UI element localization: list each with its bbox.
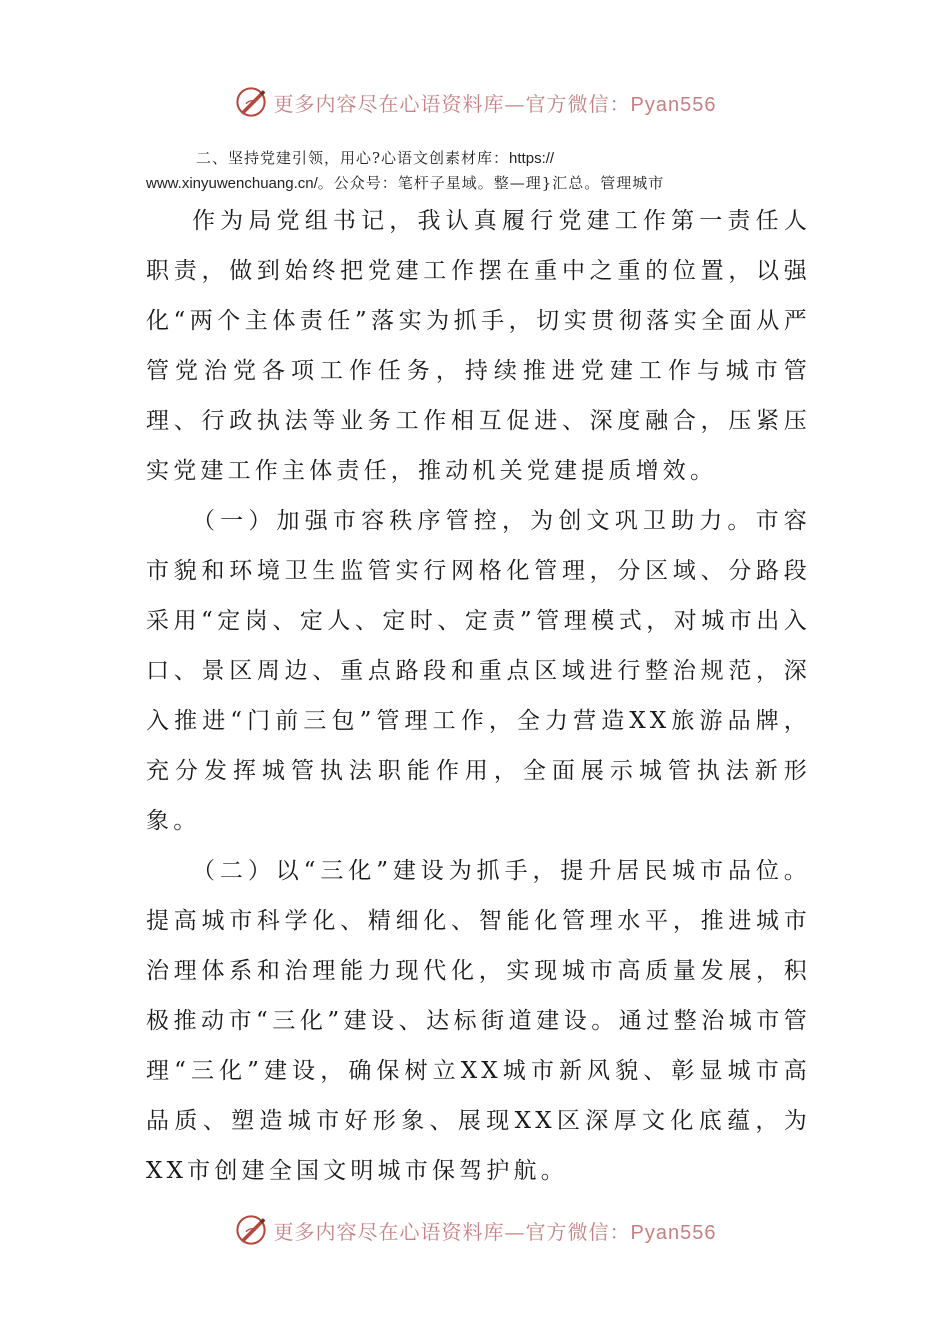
url-text-part1: https:// [509,150,555,167]
pen-logo-icon [234,1213,268,1247]
paragraph-3: （二）以“三化”建设为抓手，提升居民城市品位。提高城市科学化、精细化、智能化管理水平，推进城市治理体系和治理能力现代化，实现城市高质量发展，积极推动市“三化”建设、达标街道建设。通过整治城市管理“三化”建设，确保树立XX城市新风貌、彰显城市高品质、塑造城市好形象、展现XX区深厚文化底蕴，为XX市创建全国文明城市保驾护航。 [146,858,811,1184]
document-body [146,196,811,1196]
wechat-id: Pyan556 [630,1221,717,1244]
paragraph-1: 作为局党组书记，我认真履行党建工作第一责任人职责，做到始终把党建工作摆在重中之重的位置，以强化“两个主体责任”落实为抓手，切实贯彻落实全面从严管党治党各项工作任务，持续推进党建工作与城市管理、行政执法等业务工作相互促进、深度融合，压紧压实党建工作主体责任，推动机关党建提质增效。 [146,208,811,484]
wechat-id: Pyan556 [630,93,717,116]
banner-text: 更多内容尽在心语资料库—官方微信：Pyan556 [273,91,717,116]
section-subheading: 二、坚持党建引领，用心?心语文创素材库：https:// www.xinyuwenchuang.cn/。公众号：笔杆子星域。整—理}汇总。管理城市 [146,149,665,192]
paragraph-2: （一）加强市容秩序管控，为创文巩卫助力。市容市貌和环境卫生监管实行网格化管理，分区域、分路段采用“定岗、定人、定时、定责”管理模式，对城市出入口、景区周边、重点路段和重点区域进行整治规范，深入推进“门前三包”管理工作，全力营造XX旅游品牌，充分发挥城管执法职能作用，全面展示城管执法新形象。 [146,508,811,834]
url-text-part2: www.xinyuwenchuang.cn/ [146,175,318,192]
header-banner [0,82,950,122]
banner-text: 更多内容尽在心语资料库—官方微信：Pyan556 [273,1219,717,1244]
pen-logo-icon [234,85,268,119]
footer-banner [0,1210,950,1250]
